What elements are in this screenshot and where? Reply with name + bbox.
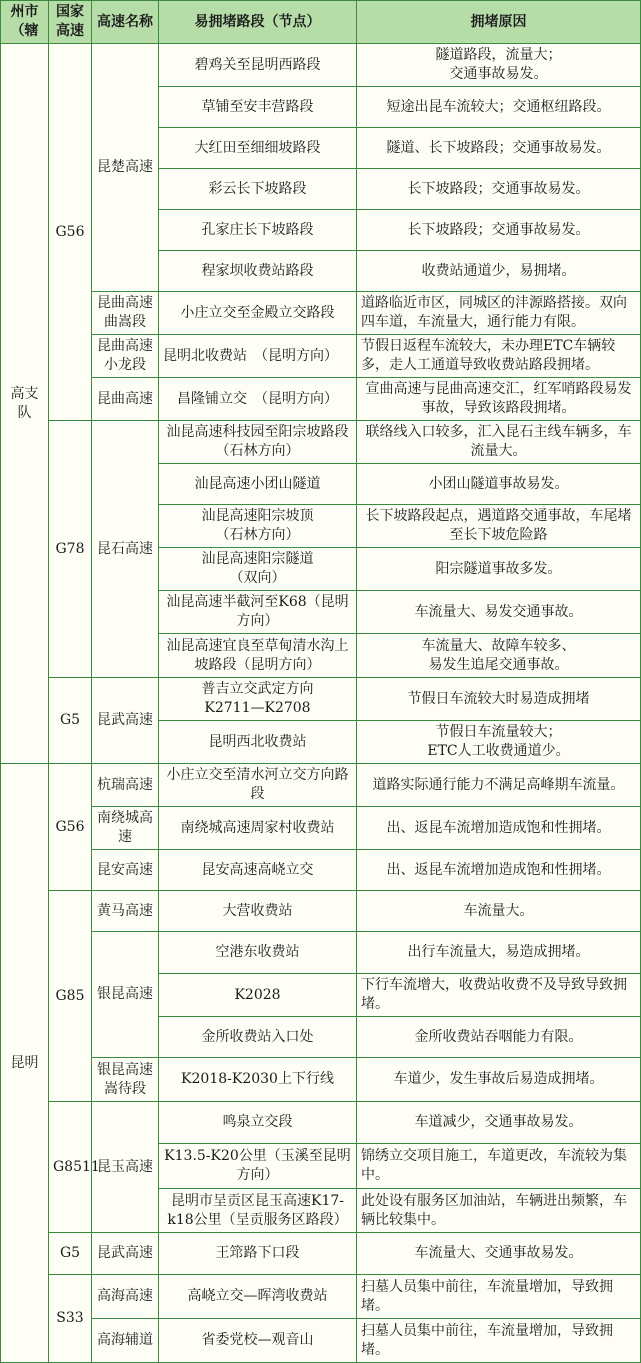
header-expressway-name: 高速名称 [92,1,159,44]
table-header [1,1,641,44]
reason-cell: 长下坡路段；交通事故易发。 [357,210,641,251]
reason-cell: 扫墓人员集中前往，车流量增加，导致拥堵。 [357,1319,641,1363]
name-kunchu: 昆楚高速 [92,44,159,292]
national-g85: G85 [49,891,92,1102]
section-cell: 王筇路下口段 [159,1233,357,1275]
section-cell: 草铺至安丰营路段 [159,87,357,128]
section-cell: K2028 [159,974,357,1017]
section-cell: 汕昆高速小团山隧道 [159,464,357,505]
name-huangma: 黄马高速 [92,891,159,932]
section-cell: 汕昆高速宜良至草甸清水沟上坡路段（昆明方向） [159,634,357,678]
reason-cell: 此处设有服务区加油站，车辆进出频繁，车辆比较集中。 [357,1189,641,1233]
section-cell: 小庄立交至清水河立交方向路段 [159,764,357,807]
name-kunqu: 昆曲高速 [92,378,159,421]
reason-cell: 道路临近市区，同城区的沣源路搭接。双向四车道，车流量大，通行能力有限。 [357,292,641,335]
reason-cell: 出、返昆车流增加造成饱和性拥堵。 [357,807,641,850]
section-cell: K13.5-K20公里（玉溪至昆明方向） [159,1144,357,1189]
reason-cell: 节假日返程车流较大，未办理ETC车辆较多，走人工通道导致收费站路段拥堵。 [357,335,641,378]
national-g56: G56 [49,44,92,421]
section-cell: 南绕城高速周家村收费站 [159,807,357,850]
table-row [1,1319,641,1363]
table-row [1,44,641,87]
name-hangrui: 杭瑞高速 [92,764,159,807]
table-row [1,764,641,807]
section-cell: 碧鸡关至昆明西路段 [159,44,357,87]
name-kunqu-songming: 昆曲高速曲嵩段 [92,292,159,335]
table-row [1,292,641,335]
table-row [1,1233,641,1275]
reason-cell: 联络线入口较多，汇入昆石主线车辆多，车流量大。 [357,421,641,464]
table-row [1,932,641,974]
reason-cell: 车流量大。 [357,891,641,932]
national-g8511: G8511 [49,1102,92,1233]
reason-cell: 锦绣立交项目施工，车道更改，车流较为集中。 [357,1144,641,1189]
section-cell: 高峣立交—晖湾收费站 [159,1275,357,1319]
national-g56: G56 [49,764,92,891]
table-row [1,1058,641,1102]
reason-cell: 节假日车流量较大； ETC人工收费通道少。 [357,721,641,764]
header-congestion-reason: 拥堵原因 [357,1,641,44]
section-cell: 昌隆铺立交 （昆明方向） [159,378,357,421]
name-yinkun: 银昆高速 [92,932,159,1058]
reason-cell: 短途出昆车流较大；交通枢纽路段。 [357,87,641,128]
header-national-expressway: 国家高速 [49,1,92,44]
reason-cell: 车流量大、交通事故易发。 [357,1233,641,1275]
section-cell: 汕昆高速半截河至K68（昆明方向） [159,591,357,634]
header-congestion-section: 易拥堵路段（节点） [159,1,357,44]
name-kunshi: 昆石高速 [92,421,159,678]
header-city: 州市（辖 [1,1,49,44]
reason-cell: 车流量大、易发交通事故。 [357,591,641,634]
section-cell: 鸣泉立交段 [159,1102,357,1144]
name-kunyu: 昆玉高速 [92,1102,159,1233]
name-kunwu: 昆武高速 [92,678,159,764]
national-g5: G5 [49,678,92,764]
reason-cell: 节假日车流较大时易造成拥堵 [357,678,641,721]
reason-cell: 出行车流量大，易造成拥堵。 [357,932,641,974]
reason-cell: 收费站通道少，易拥堵。 [357,251,641,292]
national-g5: G5 [49,1233,92,1275]
reason-cell: 车流量大、故障车较多、 易发生追尾交通事故。 [357,634,641,678]
section-cell: 昆明北收费站 （昆明方向） [159,335,357,378]
group-kunming: 昆明 [1,764,49,1363]
section-cell: 昆明市呈贡区昆玉高速K17-k18公里（呈贡服务区路段） [159,1189,357,1233]
reason-cell: 长下坡路段；交通事故易发。 [357,169,641,210]
group-gaozhidui: 高支队 [1,44,49,764]
section-cell: 程家坝收费站路段 [159,251,357,292]
reason-cell: 小团山隧道事故易发。 [357,464,641,505]
table-row [1,850,641,891]
reason-cell: 扫墓人员集中前往，车流量增加，导致拥堵。 [357,1275,641,1319]
reason-cell: 道路实际通行能力不满足高峰期车流量。 [357,764,641,807]
name-gaohai-fudao: 高海辅道 [92,1319,159,1363]
section-cell: 省委党校—观音山 [159,1319,357,1363]
name-kunwu: 昆武高速 [92,1233,159,1275]
reason-cell: 长下坡路段起点，遇道路交通事故，车尾堵至长下坡危险路 [357,505,641,548]
table-row [1,678,641,721]
section-cell: 金所收费站入口处 [159,1017,357,1058]
section-cell: 彩云长下坡路段 [159,169,357,210]
table-row [1,378,641,421]
reason-cell: 出、返昆车流增加造成饱和性拥堵。 [357,850,641,891]
table-row [1,421,641,464]
national-g78: G78 [49,421,92,678]
reason-cell: 隧道路段，流量大； 交通事故易发。 [357,44,641,87]
section-cell: 孔家庄长下坡路段 [159,210,357,251]
section-cell: 昆安高速高峣立交 [159,850,357,891]
name-gaohai: 高海高速 [92,1275,159,1319]
table-row [1,891,641,932]
section-cell: 小庄立交至金殿立交路段 [159,292,357,335]
table-row [1,1102,641,1144]
section-cell: 汕昆高速阳宗隧道 （双向） [159,548,357,591]
reason-cell: 宣曲高速与昆曲高速交汇，红军哨路段易发事故，导致该路段拥堵。 [357,378,641,421]
table-row [1,1275,641,1319]
section-cell: K2018-K2030上下行线 [159,1058,357,1102]
reason-cell: 金所收费站吞咽能力有限。 [357,1017,641,1058]
section-cell: 汕昆高速阳宗坡顶 （石林方向） [159,505,357,548]
section-cell: 大营收费站 [159,891,357,932]
section-cell: 汕昆高速科技园至阳宗坡路段（石林方向） [159,421,357,464]
section-cell: 昆明西北收费站 [159,721,357,764]
table-row [1,335,641,378]
reason-cell: 车道少，发生事故后易造成拥堵。 [357,1058,641,1102]
name-kunan: 昆安高速 [92,850,159,891]
reason-cell: 车道减少，交通事故易发。 [357,1102,641,1144]
section-cell: 大红田至细细坡路段 [159,128,357,169]
section-cell: 空港东收费站 [159,932,357,974]
name-yinkun-songdai: 银昆高速嵩待段 [92,1058,159,1102]
section-cell: 普吉立交武定方向 K2711—K2708 [159,678,357,721]
name-nanraocheng: 南绕城高速 [92,807,159,850]
table-row [1,807,641,850]
national-s33: S33 [49,1275,92,1363]
reason-cell: 隧道、长下坡路段；交通事故易发。 [357,128,641,169]
reason-cell: 阳宗隧道事故多发。 [357,548,641,591]
name-kunqu-xiaolong: 昆曲高速小龙段 [92,335,159,378]
reason-cell: 下行车流增大，收费站收费不及导致导致拥堵。 [357,974,641,1017]
